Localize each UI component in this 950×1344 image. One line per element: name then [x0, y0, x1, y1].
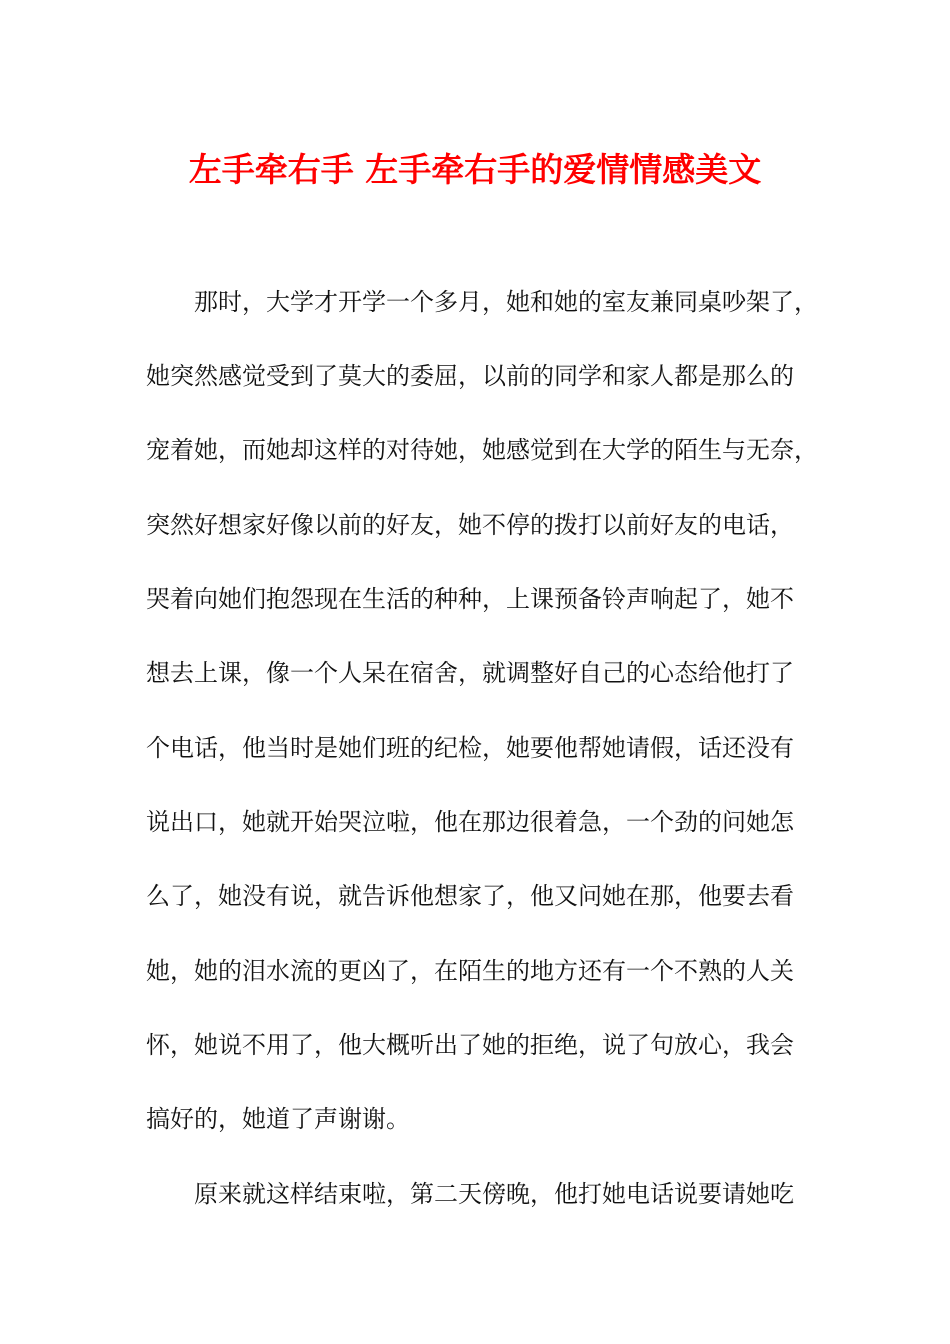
paragraph-line: 个电话，他当时是她们班的纪检，她要他帮她请假，话还没有: [146, 734, 794, 762]
paragraph-line: 想去上课，像一个人呆在宿舍，就调整好自己的心态给他打了: [146, 659, 794, 687]
paragraph-line: 她，她的泪水流的更凶了，在陌生的地方还有一个不熟的人关: [146, 957, 794, 985]
paragraph-line: 宠着她，而她却这样的对待她，她感觉到在大学的陌生与无奈，: [146, 436, 818, 464]
paragraph-line: 那时，大学才开学一个多月，她和她的室友兼同桌吵架了，: [194, 288, 818, 316]
paragraph-line: 怀，她说不用了，他大概听出了她的拒绝，说了句放心，我会: [146, 1031, 794, 1059]
document-title: 左手牵右手 左手牵右手的爱情情感美文: [188, 150, 762, 189]
paragraph-line: 原来就这样结束啦，第二天傍晚，他打她电话说要请她吃: [194, 1180, 794, 1208]
paragraph-line: 么了，她没有说，就告诉他想家了，他又问她在那，他要去看: [146, 882, 794, 910]
paragraph-line: 哭着向她们抱怨现在生活的种种，上课预备铃声响起了，她不: [146, 585, 794, 613]
paragraph-line: 说出口，她就开始哭泣啦，他在那边很着急，一个劲的问她怎: [146, 808, 794, 836]
paragraph-line: 搞好的，她道了声谢谢。: [146, 1105, 410, 1133]
paragraph-line: 突然好想家好像以前的好友，她不停的拨打以前好友的电话，: [146, 511, 794, 539]
paragraph-line: 她突然感觉受到了莫大的委屈，以前的同学和家人都是那么的: [146, 362, 794, 390]
